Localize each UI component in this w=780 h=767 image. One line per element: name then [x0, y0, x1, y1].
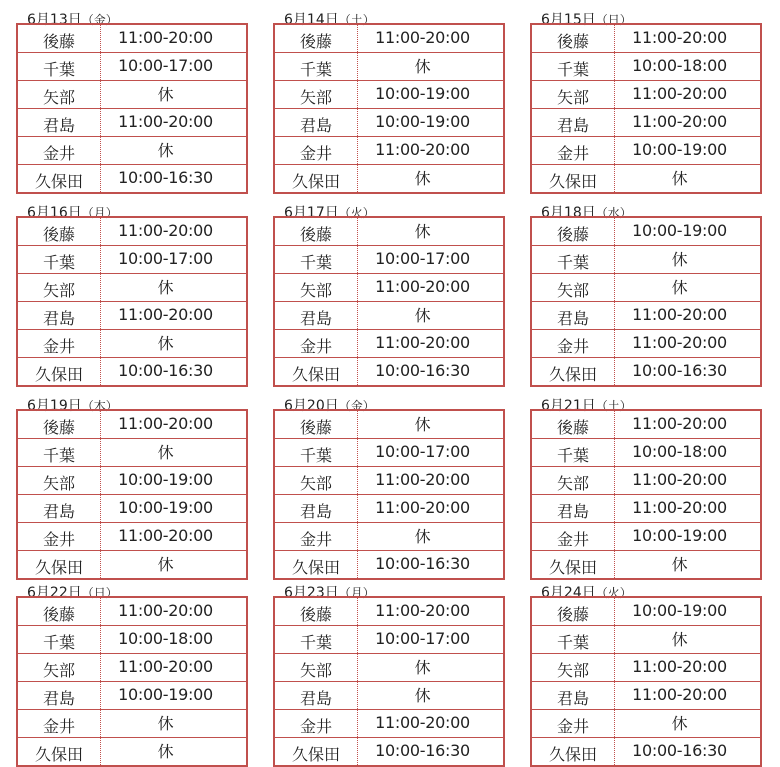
shift-hours: 休 — [615, 246, 762, 274]
shift-hours: 11:00-20:00 — [615, 654, 762, 682]
staff-name: 金井 — [17, 137, 101, 165]
shift-row — [17, 217, 247, 246]
close-paren: ） — [105, 586, 118, 600]
shift-row — [17, 53, 247, 81]
shift-row — [531, 654, 761, 682]
shift-row — [17, 682, 247, 710]
shift-row — [531, 330, 761, 358]
shift-hours: 11:00-20:00 — [118, 601, 213, 620]
shift-row — [531, 410, 761, 439]
shift-table — [273, 216, 505, 387]
shift-row — [17, 81, 247, 109]
staff-name: 久保田 — [531, 738, 615, 767]
staff-name: 後藤 — [17, 24, 101, 53]
staff-name: 後藤 — [531, 217, 615, 246]
shift-hours: 10:00-19:00 — [101, 682, 248, 710]
staff-name: 久保田 — [531, 358, 615, 387]
shift-hours: 10:00-17:00 — [101, 53, 248, 81]
staff-name: 千葉 — [274, 53, 358, 81]
shift-row — [274, 654, 504, 682]
close-paren: ） — [362, 13, 375, 27]
shift-row — [531, 626, 761, 654]
close-paren: ） — [362, 586, 375, 600]
shift-row — [531, 495, 761, 523]
shift-hours: 11:00-20:00 — [615, 330, 762, 358]
shift-row — [531, 551, 761, 580]
shift-row — [531, 274, 761, 302]
staff-name: 千葉 — [274, 246, 358, 274]
staff-name: 矢部 — [274, 467, 358, 495]
shift-hours: 10:00-16:30 — [615, 358, 762, 387]
shift-row — [274, 523, 504, 551]
staff-name: 久保田 — [274, 358, 358, 387]
staff-name: 金井 — [531, 710, 615, 738]
day-weekday: 月 — [93, 206, 106, 220]
shift-hours: 11:00-20:00 — [101, 302, 248, 330]
staff-name: 後藤 — [274, 24, 358, 53]
shift-row — [274, 410, 504, 439]
shift-row — [531, 246, 761, 274]
shift-hours: 11:00-20:00 — [615, 81, 762, 109]
day-date: 6月13日 — [27, 12, 82, 28]
staff-name: 金井 — [274, 523, 358, 551]
shift-hours: 休 — [414, 222, 431, 241]
shift-hours: 10:00-16:30 — [358, 358, 505, 387]
shift-hours: 11:00-20:00 — [118, 221, 213, 240]
staff-name: 金井 — [274, 137, 358, 165]
day-date: 6月16日 — [27, 205, 82, 221]
shift-row — [17, 358, 247, 387]
day-date: 6月23日 — [284, 585, 339, 601]
shift-hours: 11:00-20:00 — [615, 109, 762, 137]
shift-table — [273, 23, 505, 194]
shift-hours: 11:00-20:00 — [358, 137, 505, 165]
staff-name: 矢部 — [531, 81, 615, 109]
day-weekday: 土 — [607, 399, 620, 413]
staff-name: 君島 — [17, 302, 101, 330]
staff-name: 久保田 — [17, 738, 101, 767]
shift-hours: 11:00-20:00 — [118, 414, 213, 433]
staff-name: 千葉 — [17, 246, 101, 274]
open-paren: （ — [595, 399, 608, 413]
shift-row — [17, 597, 247, 626]
shift-hours: 11:00-20:00 — [358, 467, 505, 495]
staff-name: 久保田 — [17, 358, 101, 387]
shift-hours: 11:00-20:00 — [358, 710, 505, 738]
staff-name: 矢部 — [274, 81, 358, 109]
day-date: 6月19日 — [27, 398, 82, 414]
shift-row — [274, 710, 504, 738]
shift-row — [17, 410, 247, 439]
day-block-6 — [530, 203, 766, 384]
day-weekday: 土 — [350, 13, 363, 27]
shift-hours: 休 — [358, 682, 505, 710]
shift-table — [530, 23, 762, 194]
shift-row — [274, 165, 504, 194]
shift-hours: 11:00-20:00 — [375, 601, 470, 620]
staff-name: 久保田 — [17, 165, 101, 194]
staff-name: 千葉 — [531, 626, 615, 654]
close-paren: ） — [105, 399, 118, 413]
shift-hours: 休 — [358, 53, 505, 81]
shift-hours: 11:00-20:00 — [118, 28, 213, 47]
staff-name: 千葉 — [531, 53, 615, 81]
shift-row — [274, 330, 504, 358]
shift-hours: 休 — [615, 551, 762, 580]
day-date: 6月18日 — [541, 205, 596, 221]
shift-hours: 休 — [101, 81, 248, 109]
shift-table — [530, 409, 762, 580]
shift-hours: 11:00-20:00 — [358, 330, 505, 358]
shift-hours: 10:00-19:00 — [358, 81, 505, 109]
shift-row — [274, 551, 504, 580]
shift-row — [531, 523, 761, 551]
staff-name: 君島 — [274, 495, 358, 523]
day-weekday: 水 — [607, 206, 620, 220]
shift-hours: 10:00-16:30 — [358, 551, 505, 580]
day-weekday: 日 — [93, 586, 106, 600]
open-paren: （ — [81, 586, 94, 600]
shift-hours: 10:00-18:00 — [615, 53, 762, 81]
shift-row — [531, 137, 761, 165]
close-paren: ） — [105, 13, 118, 27]
staff-name: 矢部 — [17, 274, 101, 302]
shift-hours: 10:00-19:00 — [101, 467, 248, 495]
staff-name: 千葉 — [274, 626, 358, 654]
day-date: 6月22日 — [27, 585, 82, 601]
shift-hours: 11:00-20:00 — [375, 28, 470, 47]
shift-hours: 11:00-20:00 — [101, 654, 248, 682]
shift-row — [17, 654, 247, 682]
open-paren: （ — [595, 206, 608, 220]
staff-name: 久保田 — [531, 165, 615, 194]
shift-hours: 休 — [615, 626, 762, 654]
shift-row — [531, 53, 761, 81]
shift-row — [531, 24, 761, 53]
staff-name: 千葉 — [17, 53, 101, 81]
shift-hours: 休 — [101, 551, 248, 580]
shift-hours: 11:00-20:00 — [615, 302, 762, 330]
shift-row — [274, 53, 504, 81]
day-weekday: 金 — [350, 399, 363, 413]
staff-name: 金井 — [274, 710, 358, 738]
shift-hours: 休 — [358, 302, 505, 330]
day-weekday: 木 — [93, 399, 106, 413]
shift-hours: 休 — [358, 654, 505, 682]
shift-hours: 休 — [615, 165, 762, 194]
open-paren: （ — [338, 206, 351, 220]
staff-name: 千葉 — [17, 626, 101, 654]
shift-hours: 休 — [101, 330, 248, 358]
staff-name: 君島 — [274, 682, 358, 710]
shift-table — [273, 409, 505, 580]
open-paren: （ — [338, 13, 351, 27]
staff-name: 矢部 — [274, 274, 358, 302]
shift-hours: 休 — [615, 274, 762, 302]
day-date: 6月14日 — [284, 12, 339, 28]
shift-row — [17, 302, 247, 330]
day-weekday: 火 — [350, 206, 363, 220]
shift-hours: 休 — [101, 439, 248, 467]
shift-table — [16, 23, 248, 194]
day-weekday: 月 — [350, 586, 363, 600]
open-paren: （ — [81, 13, 94, 27]
day-block-9 — [530, 396, 766, 577]
staff-name: 千葉 — [274, 439, 358, 467]
shift-hours: 11:00-20:00 — [358, 495, 505, 523]
shift-row — [274, 109, 504, 137]
day-date: 6月20日 — [284, 398, 339, 414]
shift-hours: 10:00-17:00 — [358, 246, 505, 274]
day-block-8 — [273, 396, 509, 577]
shift-hours: 10:00-16:30 — [101, 165, 248, 194]
shift-hours: 休 — [414, 415, 431, 434]
open-paren: （ — [338, 586, 351, 600]
close-paren: ） — [619, 206, 632, 220]
shift-row — [274, 597, 504, 626]
shift-hours: 10:00-17:00 — [101, 246, 248, 274]
staff-name: 後藤 — [17, 217, 101, 246]
staff-name: 久保田 — [274, 551, 358, 580]
staff-name: 金井 — [531, 330, 615, 358]
day-block-10 — [16, 583, 252, 764]
shift-row — [274, 467, 504, 495]
shift-row — [531, 109, 761, 137]
shift-hours: 10:00-19:00 — [632, 221, 727, 240]
shift-hours: 11:00-20:00 — [615, 682, 762, 710]
shift-row — [17, 467, 247, 495]
shift-table — [530, 596, 762, 767]
shift-hours: 休 — [101, 710, 248, 738]
shift-hours: 休 — [101, 274, 248, 302]
staff-name: 久保田 — [274, 738, 358, 767]
shift-row — [531, 682, 761, 710]
day-block-12 — [530, 583, 766, 764]
open-paren: （ — [595, 586, 608, 600]
staff-name: 金井 — [531, 137, 615, 165]
day-date: 6月21日 — [541, 398, 596, 414]
shift-row — [274, 274, 504, 302]
staff-name: 矢部 — [274, 654, 358, 682]
shift-row — [17, 710, 247, 738]
open-paren: （ — [81, 399, 94, 413]
shift-row — [531, 597, 761, 626]
shift-row — [17, 551, 247, 580]
shift-hours: 休 — [101, 137, 248, 165]
staff-name: 矢部 — [531, 654, 615, 682]
shift-row — [274, 137, 504, 165]
day-weekday: 日 — [607, 13, 620, 27]
shift-hours: 10:00-16:30 — [358, 738, 505, 767]
staff-name: 君島 — [17, 109, 101, 137]
shift-row — [274, 217, 504, 246]
staff-name: 君島 — [17, 495, 101, 523]
shift-row — [531, 302, 761, 330]
day-weekday: 火 — [607, 586, 620, 600]
shift-row — [274, 246, 504, 274]
shift-row — [17, 626, 247, 654]
day-block-2 — [273, 10, 509, 191]
shift-table — [273, 596, 505, 767]
shift-hours: 休 — [358, 165, 505, 194]
staff-name: 矢部 — [531, 274, 615, 302]
staff-name: 後藤 — [274, 597, 358, 626]
shift-hours: 10:00-18:00 — [101, 626, 248, 654]
open-paren: （ — [81, 206, 94, 220]
shift-row — [17, 274, 247, 302]
shift-hours: 11:00-20:00 — [615, 467, 762, 495]
shift-row — [274, 358, 504, 387]
shift-table — [16, 409, 248, 580]
close-paren: ） — [362, 399, 375, 413]
shift-hours: 11:00-20:00 — [615, 495, 762, 523]
close-paren: ） — [619, 399, 632, 413]
staff-name: 矢部 — [531, 467, 615, 495]
shift-hours: 10:00-16:30 — [101, 358, 248, 387]
staff-name: 君島 — [274, 302, 358, 330]
shift-table — [16, 596, 248, 767]
shift-row — [531, 738, 761, 767]
staff-name: 後藤 — [531, 410, 615, 439]
staff-name: 久保田 — [17, 551, 101, 580]
shift-hours: 10:00-18:00 — [615, 439, 762, 467]
shift-hours: 10:00-19:00 — [101, 495, 248, 523]
close-paren: ） — [619, 13, 632, 27]
shift-row — [531, 217, 761, 246]
day-block-11 — [273, 583, 509, 764]
open-paren: （ — [595, 13, 608, 27]
shift-row — [531, 81, 761, 109]
shift-row — [17, 738, 247, 767]
shift-row — [17, 523, 247, 551]
shift-row — [274, 682, 504, 710]
shift-hours: 11:00-20:00 — [632, 414, 727, 433]
shift-hours: 休 — [101, 738, 248, 767]
staff-name: 金井 — [274, 330, 358, 358]
shift-row — [17, 495, 247, 523]
shift-row — [531, 165, 761, 194]
shift-row — [274, 439, 504, 467]
staff-name: 矢部 — [17, 467, 101, 495]
staff-name: 君島 — [531, 109, 615, 137]
shift-row — [274, 302, 504, 330]
staff-name: 君島 — [531, 495, 615, 523]
staff-name: 金井 — [17, 710, 101, 738]
shift-row — [531, 467, 761, 495]
staff-name: 後藤 — [531, 24, 615, 53]
shift-hours: 10:00-17:00 — [358, 626, 505, 654]
shift-hours: 休 — [615, 710, 762, 738]
shift-row — [531, 710, 761, 738]
shift-hours: 10:00-19:00 — [615, 523, 762, 551]
shift-row — [274, 24, 504, 53]
shift-row — [274, 495, 504, 523]
shift-hours: 11:00-20:00 — [101, 523, 248, 551]
shift-row — [17, 330, 247, 358]
day-block-5 — [273, 203, 509, 384]
staff-name: 矢部 — [17, 654, 101, 682]
staff-name: 後藤 — [274, 217, 358, 246]
close-paren: ） — [362, 206, 375, 220]
staff-name: 君島 — [274, 109, 358, 137]
staff-name: 千葉 — [531, 439, 615, 467]
shift-row — [531, 439, 761, 467]
shift-hours: 10:00-19:00 — [615, 137, 762, 165]
day-block-1 — [16, 10, 252, 191]
day-block-4 — [16, 203, 252, 384]
day-block-7 — [16, 396, 252, 577]
day-block-3 — [530, 10, 766, 191]
shift-row — [17, 137, 247, 165]
shift-row — [17, 439, 247, 467]
staff-name: 後藤 — [17, 597, 101, 626]
shift-row — [531, 358, 761, 387]
staff-name: 金井 — [17, 330, 101, 358]
staff-name: 後藤 — [274, 410, 358, 439]
open-paren: （ — [338, 399, 351, 413]
shift-table — [16, 216, 248, 387]
staff-name: 金井 — [17, 523, 101, 551]
shift-row — [274, 738, 504, 767]
staff-name: 後藤 — [17, 410, 101, 439]
staff-name: 矢部 — [17, 81, 101, 109]
shift-row — [17, 109, 247, 137]
close-paren: ） — [619, 586, 632, 600]
day-date: 6月17日 — [284, 205, 339, 221]
close-paren: ） — [105, 206, 118, 220]
shift-hours: 10:00-16:30 — [615, 738, 762, 767]
day-date: 6月15日 — [541, 12, 596, 28]
staff-name: 君島 — [531, 682, 615, 710]
shift-row — [17, 24, 247, 53]
staff-name: 久保田 — [274, 165, 358, 194]
shift-hours: 11:00-20:00 — [632, 28, 727, 47]
staff-name: 久保田 — [531, 551, 615, 580]
shift-hours: 休 — [358, 523, 505, 551]
day-date: 6月24日 — [541, 585, 596, 601]
staff-name: 金井 — [531, 523, 615, 551]
shift-row — [274, 626, 504, 654]
staff-name: 君島 — [531, 302, 615, 330]
shift-row — [17, 246, 247, 274]
shift-row — [274, 81, 504, 109]
shift-table — [530, 216, 762, 387]
shift-hours: 10:00-17:00 — [358, 439, 505, 467]
staff-name: 君島 — [17, 682, 101, 710]
staff-name: 千葉 — [17, 439, 101, 467]
shift-hours: 11:00-20:00 — [101, 109, 248, 137]
day-weekday: 金 — [93, 13, 106, 27]
shift-hours: 11:00-20:00 — [358, 274, 505, 302]
shift-hours: 10:00-19:00 — [632, 601, 727, 620]
shift-row — [17, 165, 247, 194]
staff-name: 後藤 — [531, 597, 615, 626]
staff-name: 千葉 — [531, 246, 615, 274]
shift-hours: 10:00-19:00 — [358, 109, 505, 137]
